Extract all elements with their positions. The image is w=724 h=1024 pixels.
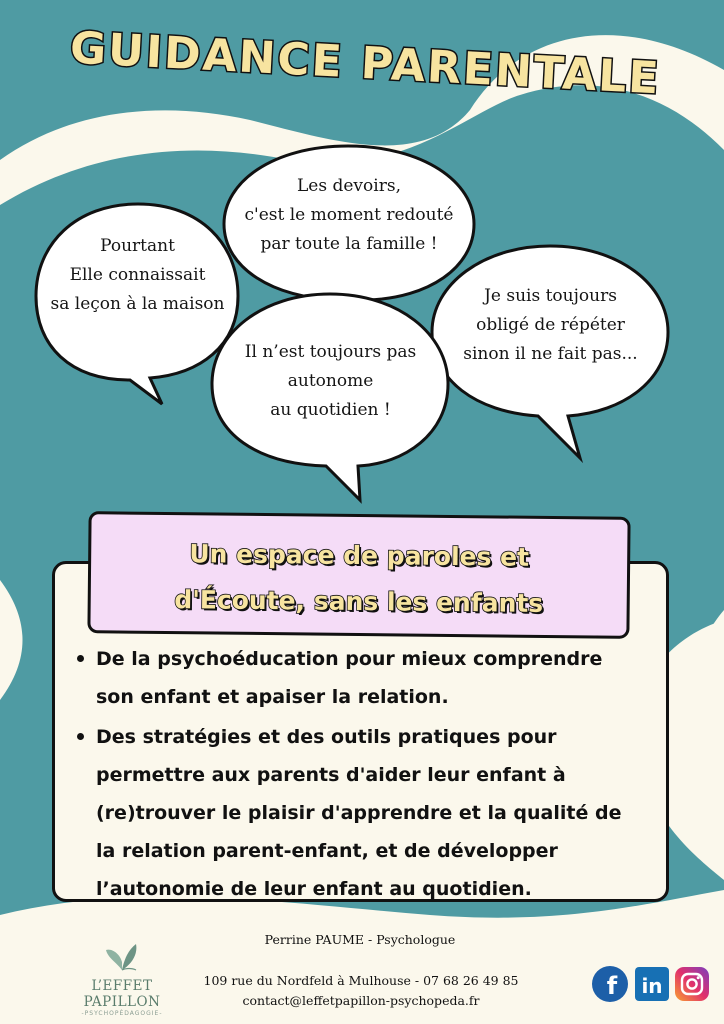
facebook-icon[interactable] bbox=[592, 966, 628, 1002]
bubble-right-line-2: obligé de répéter bbox=[476, 315, 625, 335]
footer-name: Perrine PAUME - Psychologue bbox=[264, 932, 456, 947]
bubble-left-line-1: Pourtant bbox=[100, 236, 175, 256]
footer-contact bbox=[196, 971, 526, 1011]
facebook-glyph: f bbox=[606, 972, 618, 1000]
bubble-middle-line-2: autonome bbox=[287, 371, 374, 391]
butterfly-icon bbox=[102, 940, 142, 974]
logo-name: L’EFFET PAPILLON bbox=[83, 978, 161, 1010]
bullet-item-strategies: Des stratégies et des outils pratiques pour permettre aux parents d'aider leur enfant à (re)trouver le plaisir d'apprendre et la qualité de la relation parent-enfant, et de développer l’autonomie de leur enfant au quotidien. bbox=[72, 718, 642, 908]
footer-email[interactable]: contact@leffetpapillon-psychopeda.fr bbox=[242, 993, 480, 1008]
bubble-left-line-2: Elle connaissait bbox=[69, 265, 206, 285]
bullet-list bbox=[72, 640, 642, 910]
banner-line-1: Un espace de paroles et bbox=[189, 539, 530, 572]
logo bbox=[64, 940, 180, 1017]
title-text: GUIDANCE PARENTALE bbox=[68, 22, 662, 105]
bubble-left-line-3: sa leçon à la maison bbox=[50, 294, 225, 314]
bubble-top-line-2: c'est le moment redouté bbox=[244, 205, 454, 225]
linkedin-glyph: in bbox=[641, 974, 663, 998]
logo-subtitle: -PSYCHOPÉDAGOGIE- bbox=[81, 1010, 163, 1017]
bubble-middle-line-1: Il n’est toujours pas bbox=[244, 342, 417, 362]
page-title bbox=[50, 18, 680, 108]
bubble-middle-line-3: au quotidien ! bbox=[270, 400, 391, 420]
banner-line-2: d'Écoute, sans les enfants bbox=[174, 585, 544, 618]
bubble-right-line-3: sinon il ne fait pas... bbox=[463, 344, 638, 364]
speech-bubble-middle bbox=[208, 288, 453, 508]
instagram-icon[interactable] bbox=[674, 966, 710, 1002]
bubble-right-line-1: Je suis toujours bbox=[484, 286, 617, 306]
footer-address: 109 rue du Nordfeld à Mulhouse - 07 68 26 49 85 bbox=[203, 973, 519, 988]
speech-bubble-right bbox=[428, 240, 673, 465]
linkedin-icon[interactable] bbox=[634, 966, 670, 1002]
subtitle-banner bbox=[87, 511, 630, 639]
bullet-item-psychoeducation: De la psychoéducation pour mieux comprendre son enfant et apaiser la relation. bbox=[72, 640, 642, 716]
bubble-top-line-1: Les devoirs, bbox=[297, 176, 401, 196]
bubble-top-line-3: par toute la famille ! bbox=[260, 234, 438, 254]
